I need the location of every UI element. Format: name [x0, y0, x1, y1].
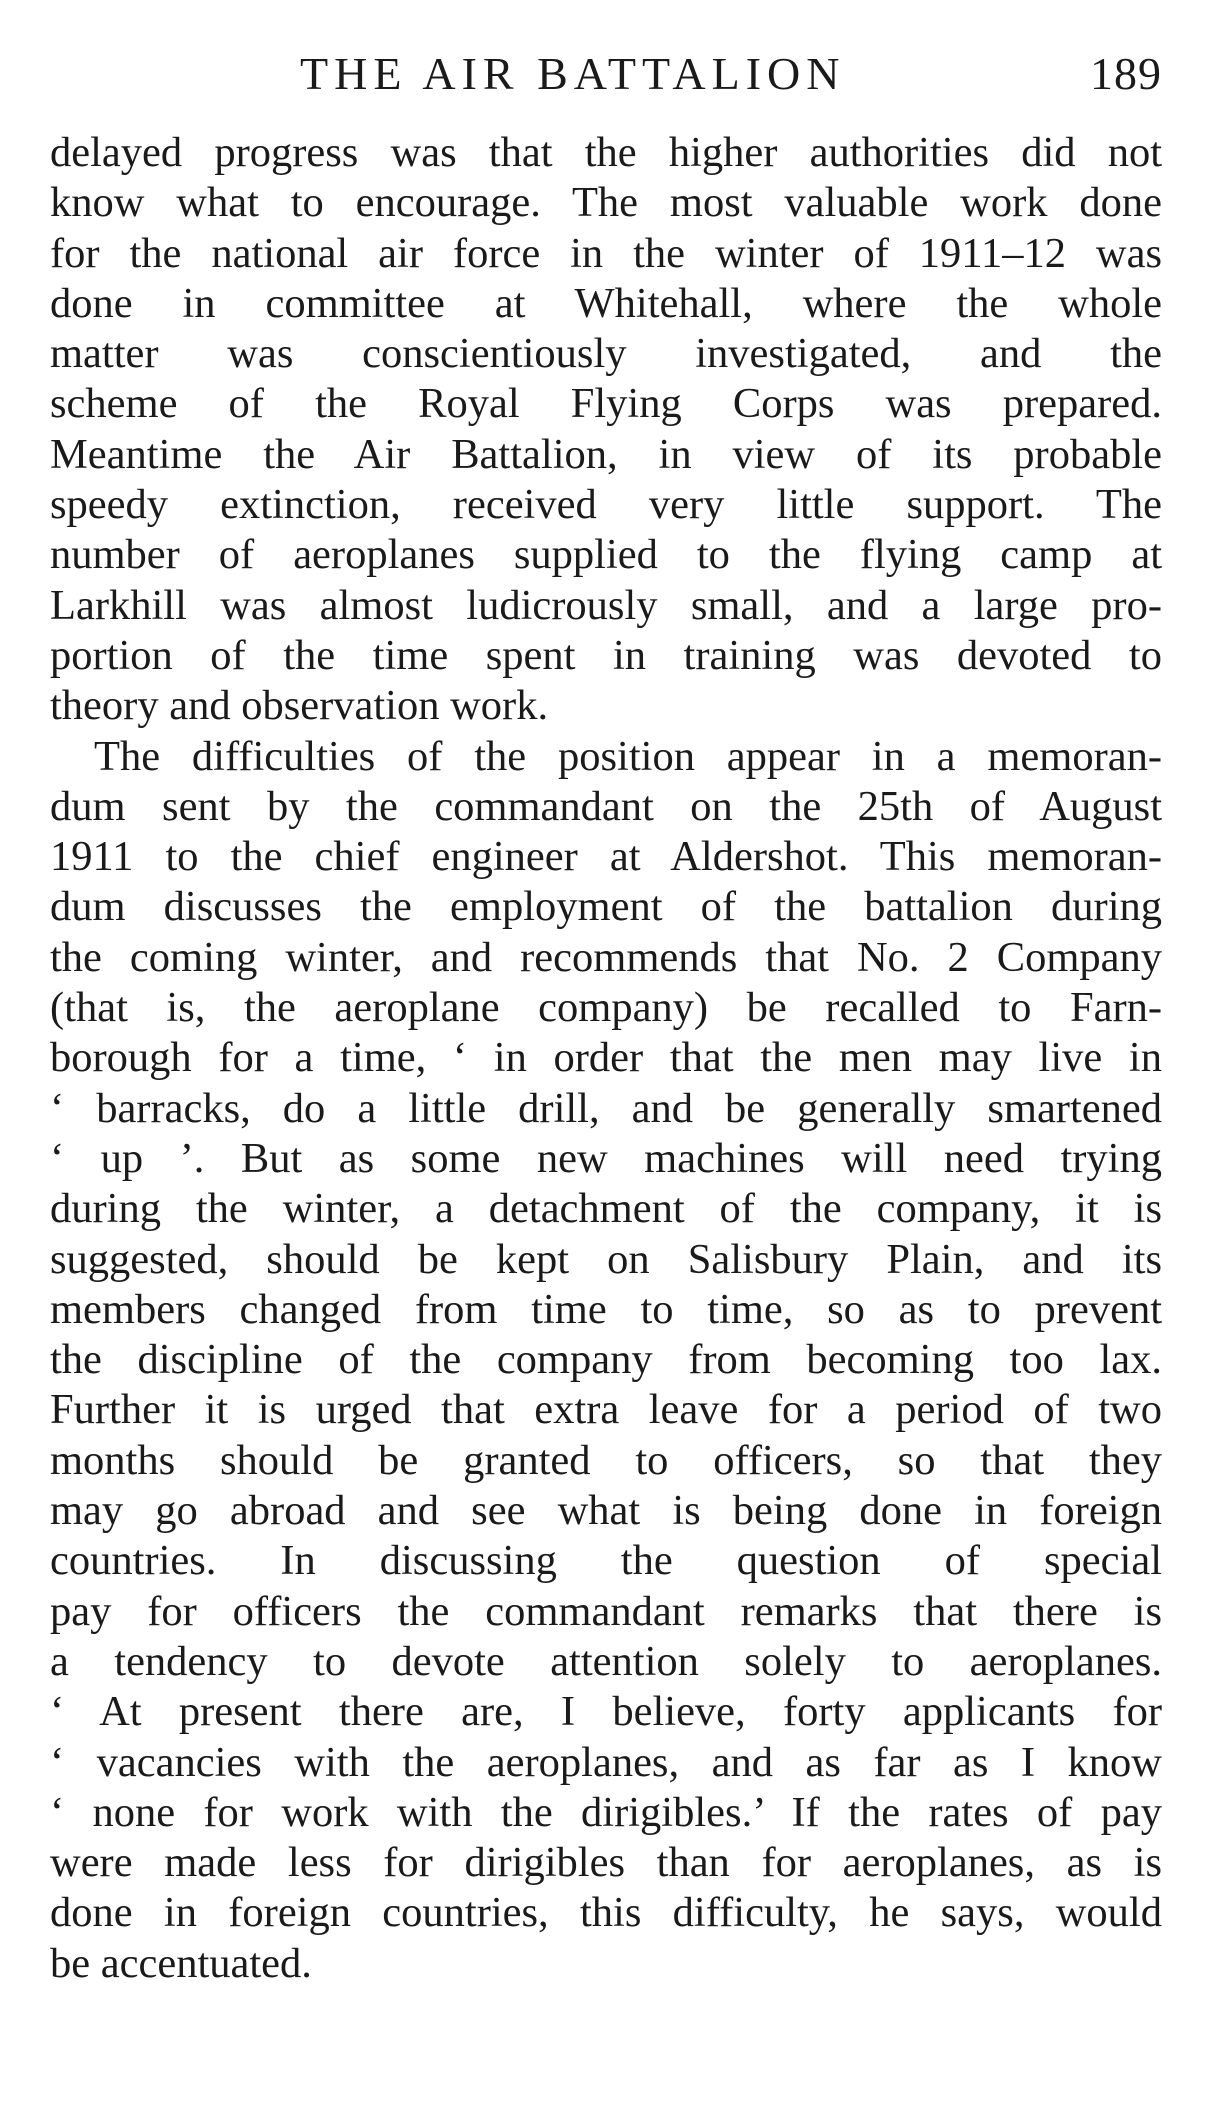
text-line: suggested, should be kept on Salisbury Plain, and its: [50, 1235, 1162, 1283]
text-line: borough for a time, ‘ in order that the men may live in: [50, 1034, 1162, 1082]
text-line: scheme of the Royal Flying Corps was prepared.: [50, 380, 1162, 428]
text-line: 1911 to the chief engineer at Aldershot. This memoran-: [50, 833, 1162, 881]
text-line: the discipline of the company from becoming too lax.: [50, 1336, 1162, 1384]
text-line: ‘ none for work with the dirigibles.’ If the rates of pay: [50, 1788, 1162, 1836]
text-line: dum discusses the employment of the battalion during: [50, 883, 1162, 931]
text-line: number of aeroplanes supplied to the flying camp at: [50, 531, 1162, 579]
text-line: ‘ At present there are, I believe, forty applicants for: [50, 1688, 1162, 1736]
body-text: [50, 128, 1162, 1989]
text-line: done in foreign countries, this difficulty, he says, would: [50, 1889, 1162, 1937]
text-line: speedy extinction, received very little support. The: [50, 481, 1162, 529]
text-line: ‘ up ’. But as some new machines will need trying: [50, 1134, 1162, 1182]
text-line: matter was conscientiously investigated, and the: [50, 330, 1162, 378]
paragraph-end-line: be accentuated.: [50, 1939, 312, 1987]
text-line: the coming winter, and recommends that No. 2 Company: [50, 933, 1162, 981]
paragraph-end-line: theory and observation work.: [50, 682, 549, 730]
text-line: countries. In discussing the question of special: [50, 1537, 1162, 1585]
text-line: Further it is urged that extra leave for a period of two: [50, 1386, 1162, 1434]
running-title: THE AIR BATTALION: [300, 48, 846, 99]
text-line: members changed from time to time, so as to prevent: [50, 1285, 1162, 1333]
text-line: Larkhill was almost ludicrously small, and a large pro-: [50, 581, 1162, 629]
text-line: done in committee at Whitehall, where the whole: [50, 279, 1162, 327]
text-line: dum sent by the commandant on the 25th of August: [50, 782, 1162, 830]
paragraph-first-line: The difficulties of the position appear in a memoran-: [94, 732, 1162, 780]
text-line: know what to encourage. The most valuable work done: [50, 179, 1162, 227]
text-line: ‘ barracks, do a little drill, and be generally smartened: [50, 1084, 1162, 1132]
running-head: [50, 44, 1162, 104]
text-line: months should be granted to officers, so that they: [50, 1436, 1162, 1484]
text-line: were made less for dirigibles than for aeroplanes, as is: [50, 1839, 1162, 1887]
page-number: 189: [1090, 48, 1162, 99]
text-line: Meantime the Air Battalion, in view of its probable: [50, 430, 1162, 478]
text-line: delayed progress was that the higher authorities did not: [50, 129, 1162, 176]
text-line: during the winter, a detachment of the company, it is: [50, 1185, 1162, 1233]
text-line: a tendency to devote attention solely to aeroplanes.: [50, 1637, 1162, 1685]
text-line: portion of the time spent in training was devoted to: [50, 631, 1162, 679]
text-line: (that is, the aeroplane company) be recalled to Farn-: [50, 984, 1162, 1032]
text-line: ‘ vacancies with the aeroplanes, and as far as I know: [50, 1738, 1162, 1786]
text-line: for the national air force in the winter of 1911–12 was: [50, 229, 1162, 277]
text-line: may go abroad and see what is being done in foreign: [50, 1487, 1162, 1535]
text-line: pay for officers the commandant remarks that there is: [50, 1587, 1162, 1635]
